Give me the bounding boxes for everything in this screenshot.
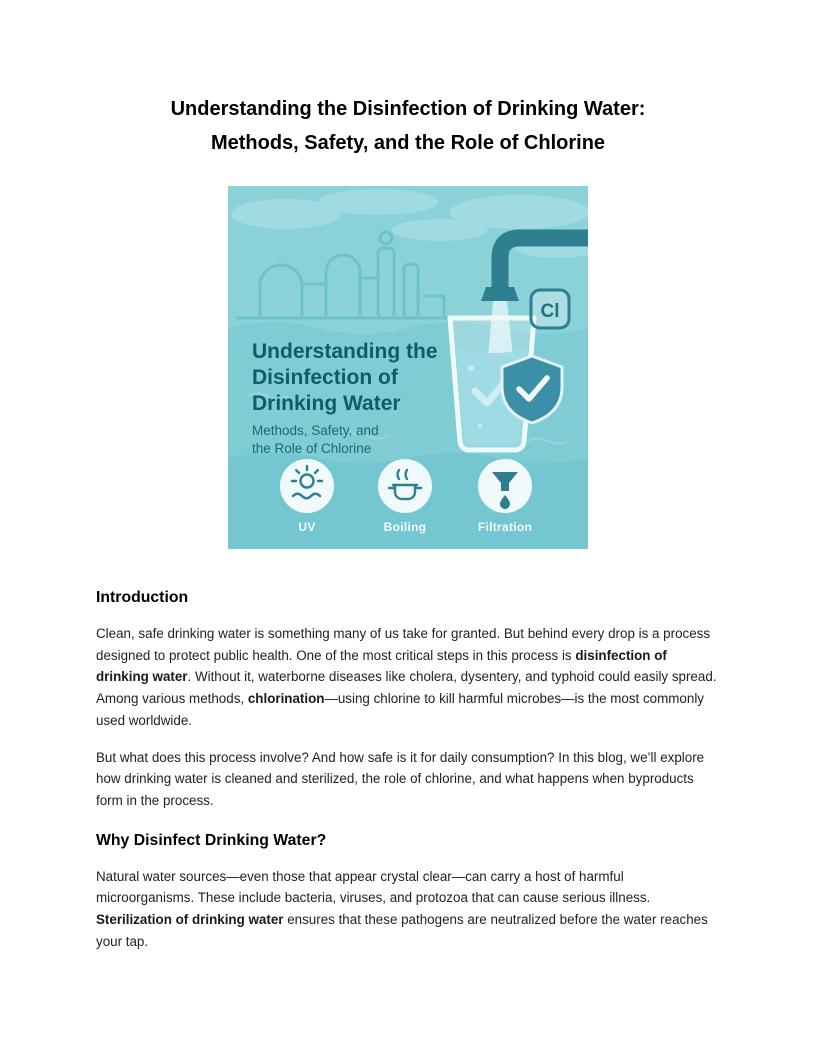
boiling-label: Boiling [383,520,427,534]
document-title-line-1: Understanding the Disinfection of Drinking Water: [170,98,646,120]
hero-illustration [228,186,588,549]
section-why-disinfect [96,832,720,953]
illustration-canvas [228,186,588,549]
illustration-subtitle-line-2: the Role of Chlorine [252,441,372,456]
section-heading-introduction: Introduction [96,589,189,606]
document-title-line-2: Methods, Safety, and the Role of Chlorine [210,132,606,154]
why-paragraph-1: Natural water sources—even those that appear crystal clear—can carry a host of harmful microorganisms. These include bacteria, viruses, and protozoa that can cause serious illness. Sterilization of drinking water ensures that these pathogens are neutralized before the water reaches your tap. [96,868,708,949]
filtration-label: Filtration [477,520,533,534]
intro-paragraph-2: But what does this process involve? And how safe is it for daily consumption? In this blog, we’ll explore how drinking water is cleaned and sterilized, the role of chlorine, and what happens when byproducts form in the process. [96,749,705,808]
filtration-funnel-icon [478,459,532,513]
intro-paragraph-1: Clean, safe drinking water is something many of us take for granted. But behind every drop is a process designed to protect public health. One of the most critical steps in this process is disinfection of drinking water. Without it, waterborne diseases like cholera, dysentery, and typhoid could easily spread. Among various methods, chlorination—using chlorine to kill harmful microbes—is the most commonly used worldwide. [96,626,717,728]
boiling-pot-icon [378,459,432,513]
section-heading-why-disinfect: Why Disinfect Drinking Water? [96,831,327,849]
section-introduction [96,589,720,812]
chlorine-badge-label: Cl [540,301,560,322]
illustration-title-line-2: Disinfection of [252,366,398,389]
illustration-subtitle-line-1: Methods, Safety, and [252,423,379,438]
uv-icon [280,459,334,513]
document-title [96,92,720,160]
illustration-title-line-1: Understanding the [252,340,438,363]
illustration-title-line-3: Drinking Water [252,392,401,415]
chlorine-badge [531,290,569,328]
uv-label: UV [298,520,316,534]
